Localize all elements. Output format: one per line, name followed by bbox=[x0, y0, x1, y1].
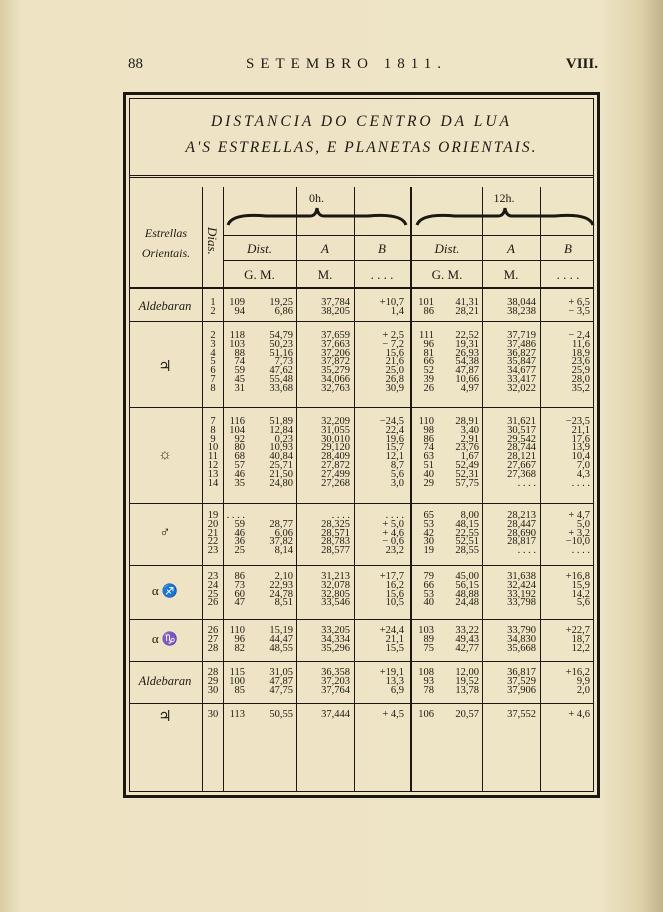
jupiter-symbol-icon: ♃ bbox=[158, 709, 172, 725]
page-header bbox=[128, 56, 598, 78]
star-label-aldebaran: Aldebaran bbox=[138, 299, 192, 313]
row-rule bbox=[223, 260, 593, 261]
degrees-cell: 103 89 75 bbox=[418, 625, 434, 654]
degrees-cell: 108 93 78 bbox=[418, 667, 434, 696]
star-label-aldebaran: Aldebaran bbox=[138, 674, 192, 688]
minutes-cell: 28,91 3,40 2,91 23,76 1,67 52,49 52,31 57,75 bbox=[455, 416, 479, 489]
row-rule bbox=[130, 619, 593, 620]
a-cell: 31,213 32,078 32,805 33,546 bbox=[321, 571, 350, 609]
b-cell: + 6,5 − 3,5 bbox=[568, 297, 590, 317]
section-number: VIII. bbox=[565, 56, 598, 72]
a-cell: 38,044 38,238 bbox=[507, 297, 536, 317]
alpha-sagittarius-symbol-icon: α ♐ bbox=[151, 583, 179, 598]
days-cell: 23 24 25 26 bbox=[207, 571, 219, 609]
a-cell: 37,444 bbox=[321, 709, 350, 720]
b-cell: + 2,5 − 7,2 15,6 21,6 25,0 26,8 30,9 bbox=[382, 330, 404, 394]
col-rule bbox=[202, 187, 203, 791]
page-title: SETEMBRO 1811. bbox=[246, 56, 447, 72]
degrees-cell: 116 104 92 80 68 57 46 35 bbox=[229, 416, 245, 489]
minutes-cell: 22,52 19,31 26,93 54,38 47,87 10,66 4,97 bbox=[455, 330, 479, 394]
degrees-cell: 113 bbox=[229, 709, 245, 720]
a-cell: 28,213 28,447 28,690 28,817 . . . . bbox=[507, 510, 536, 557]
row-rule bbox=[130, 661, 593, 662]
a-cell: 33,790 34,830 35,668 bbox=[507, 625, 536, 654]
b-cell: +16,8 15,9 14,2 5,6 bbox=[565, 571, 590, 609]
row-rule bbox=[130, 321, 593, 322]
b-header-0h: B bbox=[378, 241, 386, 256]
m-header-12h: M. bbox=[503, 267, 519, 282]
minutes-cell: 31,05 47,87 47,75 bbox=[269, 667, 293, 696]
degrees-cell: 106 bbox=[418, 709, 434, 720]
days-cell: 19 20 21 22 23 bbox=[207, 510, 219, 557]
b-header-12h: B bbox=[564, 241, 572, 256]
b-cell: +24,4 21,1 15,5 bbox=[379, 625, 404, 654]
minutes-cell: 2,10 22,93 24,78 8,51 bbox=[269, 571, 293, 609]
row-rule bbox=[130, 503, 593, 504]
degrees-cell: 110 98 86 74 63 51 40 29 bbox=[418, 416, 434, 489]
days-cell: 30 bbox=[207, 709, 219, 720]
twelve-hours-brace bbox=[415, 205, 595, 227]
stars-column-header: Estrellas Orientais. bbox=[141, 226, 191, 260]
row-rule bbox=[130, 407, 593, 408]
table-inner bbox=[129, 98, 594, 792]
a-cell: 32,209 31,055 30,010 29,120 28,409 27,872 27,499 27,268 bbox=[321, 416, 350, 489]
minutes-cell: 28,77 6,06 37,82 8,14 bbox=[269, 518, 293, 557]
minutes-cell: 45,00 56,15 48,88 24,48 bbox=[455, 571, 479, 609]
degrees-cell: 115 100 85 bbox=[229, 667, 245, 696]
row-rule bbox=[130, 703, 593, 704]
table-title-line-1: DISTANCIA DO CENTRO DA LUA bbox=[210, 113, 513, 130]
b-cell: +10,7 1,4 bbox=[379, 297, 404, 317]
a-cell: 37,552 bbox=[507, 709, 536, 720]
a-cell: . . . . 28,325 28,571 28,783 28,577 bbox=[321, 510, 350, 557]
sun-symbol-icon: ☼ bbox=[158, 447, 172, 463]
table-title bbox=[130, 99, 593, 178]
dots-header-0h: . . . . bbox=[370, 267, 394, 282]
days-cell: 28 29 30 bbox=[207, 667, 219, 696]
minutes-cell: 54,79 50,23 51,16 7,73 47,62 55,48 33,68 bbox=[269, 330, 293, 394]
minutes-cell: 12,00 19,52 13,78 bbox=[455, 667, 479, 696]
a-header-0h: A bbox=[321, 241, 329, 256]
row-rule bbox=[130, 565, 593, 566]
b-cell: −24,5 22,4 19,6 15,7 12,1 8,7 5,6 3,0 bbox=[379, 416, 404, 489]
minutes-cell: 8,00 48,15 22,55 52,51 28,55 bbox=[455, 510, 479, 557]
a-cell: 36,817 37,529 37,906 bbox=[507, 667, 536, 696]
table-frame bbox=[123, 92, 600, 798]
b-cell: +17,7 16,2 15,6 10,5 bbox=[379, 571, 404, 609]
b-cell: + 4,7 5,0 + 3,2 −10,0 . . . . bbox=[565, 510, 590, 557]
b-cell: +16,2 9,9 2,0 bbox=[565, 667, 590, 696]
gm-header-0h: G. M. bbox=[244, 267, 275, 282]
dist-header-0h: Dist. bbox=[247, 241, 272, 256]
minutes-cell: 15,19 44,47 48,55 bbox=[269, 625, 293, 654]
b-cell: −23,5 21,1 17,6 13,9 10,4 7,0 4,3 . . . . bbox=[565, 416, 590, 489]
distance-table bbox=[130, 187, 593, 791]
degrees-cell: . . . . 59 46 36 25 bbox=[226, 510, 245, 557]
row-rule bbox=[130, 287, 593, 289]
page-number: 88 bbox=[128, 56, 143, 72]
mars-symbol-icon: ♂ bbox=[159, 525, 171, 541]
days-column-header: Dias. bbox=[205, 227, 220, 255]
b-cell: − 2,4 11,6 18,9 23,6 25,9 28,0 35,2 bbox=[568, 330, 590, 394]
days-cell: 7 8 9 10 11 12 13 14 bbox=[207, 416, 219, 489]
a-cell: 36,358 37,203 37,764 bbox=[321, 667, 350, 696]
a-cell: 33,205 34,334 35,296 bbox=[321, 625, 350, 654]
a-cell: 37,719 37,486 36,827 35,847 34,677 33,417 32,022 bbox=[507, 330, 536, 394]
minutes-cell: 20,57 bbox=[455, 709, 479, 720]
a-cell: 31,621 30,517 29,542 28,744 28,121 27,667 27,368 . . . . bbox=[507, 416, 536, 489]
a-cell: 31,638 32,424 33,192 33,798 bbox=[507, 571, 536, 609]
alpha-capricorn-symbol-icon: α ♑ bbox=[151, 631, 179, 646]
zero-hours-brace bbox=[226, 205, 408, 227]
degrees-cell: 110 96 82 bbox=[229, 625, 245, 654]
b-cell: . . . . + 5,0 + 4,6 − 0,6 23,2 bbox=[382, 510, 404, 557]
minutes-cell: 19,25 6,86 bbox=[269, 297, 293, 317]
degrees-cell: 109 94 bbox=[229, 297, 245, 317]
degrees-cell: 86 73 60 47 bbox=[234, 571, 245, 609]
days-cell: 1 2 bbox=[210, 297, 216, 317]
minutes-cell: 50,55 bbox=[269, 709, 293, 720]
degrees-cell: 101 86 bbox=[418, 297, 434, 317]
minutes-cell: 51,89 12,84 0,23 10,93 40,84 25,71 21,50 24,80 bbox=[269, 416, 293, 489]
days-cell: 26 27 28 bbox=[207, 625, 219, 654]
b-cell: + 4,6 bbox=[568, 709, 590, 720]
a-cell: 37,659 37,663 37,206 37,872 35,279 34,066 32,763 bbox=[321, 330, 350, 394]
zero-hours-header: 0h. bbox=[309, 191, 324, 205]
dist-header-12h: Dist. bbox=[434, 241, 460, 256]
degrees-cell: 65 53 42 30 19 bbox=[423, 510, 434, 557]
a-cell: 37,784 38,205 bbox=[321, 297, 350, 317]
twelve-hours-header: 12h. bbox=[493, 191, 515, 205]
degrees-cell: 118 103 88 74 59 45 31 bbox=[229, 330, 245, 394]
a-header-12h: A bbox=[507, 241, 515, 256]
degrees-cell: 79 66 53 40 bbox=[423, 571, 434, 609]
b-cell: + 4,5 bbox=[382, 709, 404, 720]
row-rule bbox=[223, 235, 593, 236]
b-cell: +22,7 18,7 12,2 bbox=[565, 625, 590, 654]
jupiter-symbol-icon: ♃ bbox=[158, 359, 172, 375]
minutes-cell: 41,31 28,21 bbox=[455, 297, 479, 317]
dots-header-12h: . . . . bbox=[556, 267, 580, 282]
gm-header-12h: G. M. bbox=[431, 267, 463, 282]
b-cell: +19,1 13,3 6,9 bbox=[379, 667, 404, 696]
days-cell: 2 3 4 5 6 7 8 bbox=[210, 330, 216, 394]
m-header-0h: M. bbox=[317, 267, 333, 282]
minutes-cell: 33,22 49,43 42,77 bbox=[455, 625, 479, 654]
table-title-line-2: A'S ESTRELLAS, E PLANETAS ORIENTAIS. bbox=[185, 139, 538, 156]
degrees-cell: 111 96 81 66 52 39 26 bbox=[419, 330, 434, 394]
